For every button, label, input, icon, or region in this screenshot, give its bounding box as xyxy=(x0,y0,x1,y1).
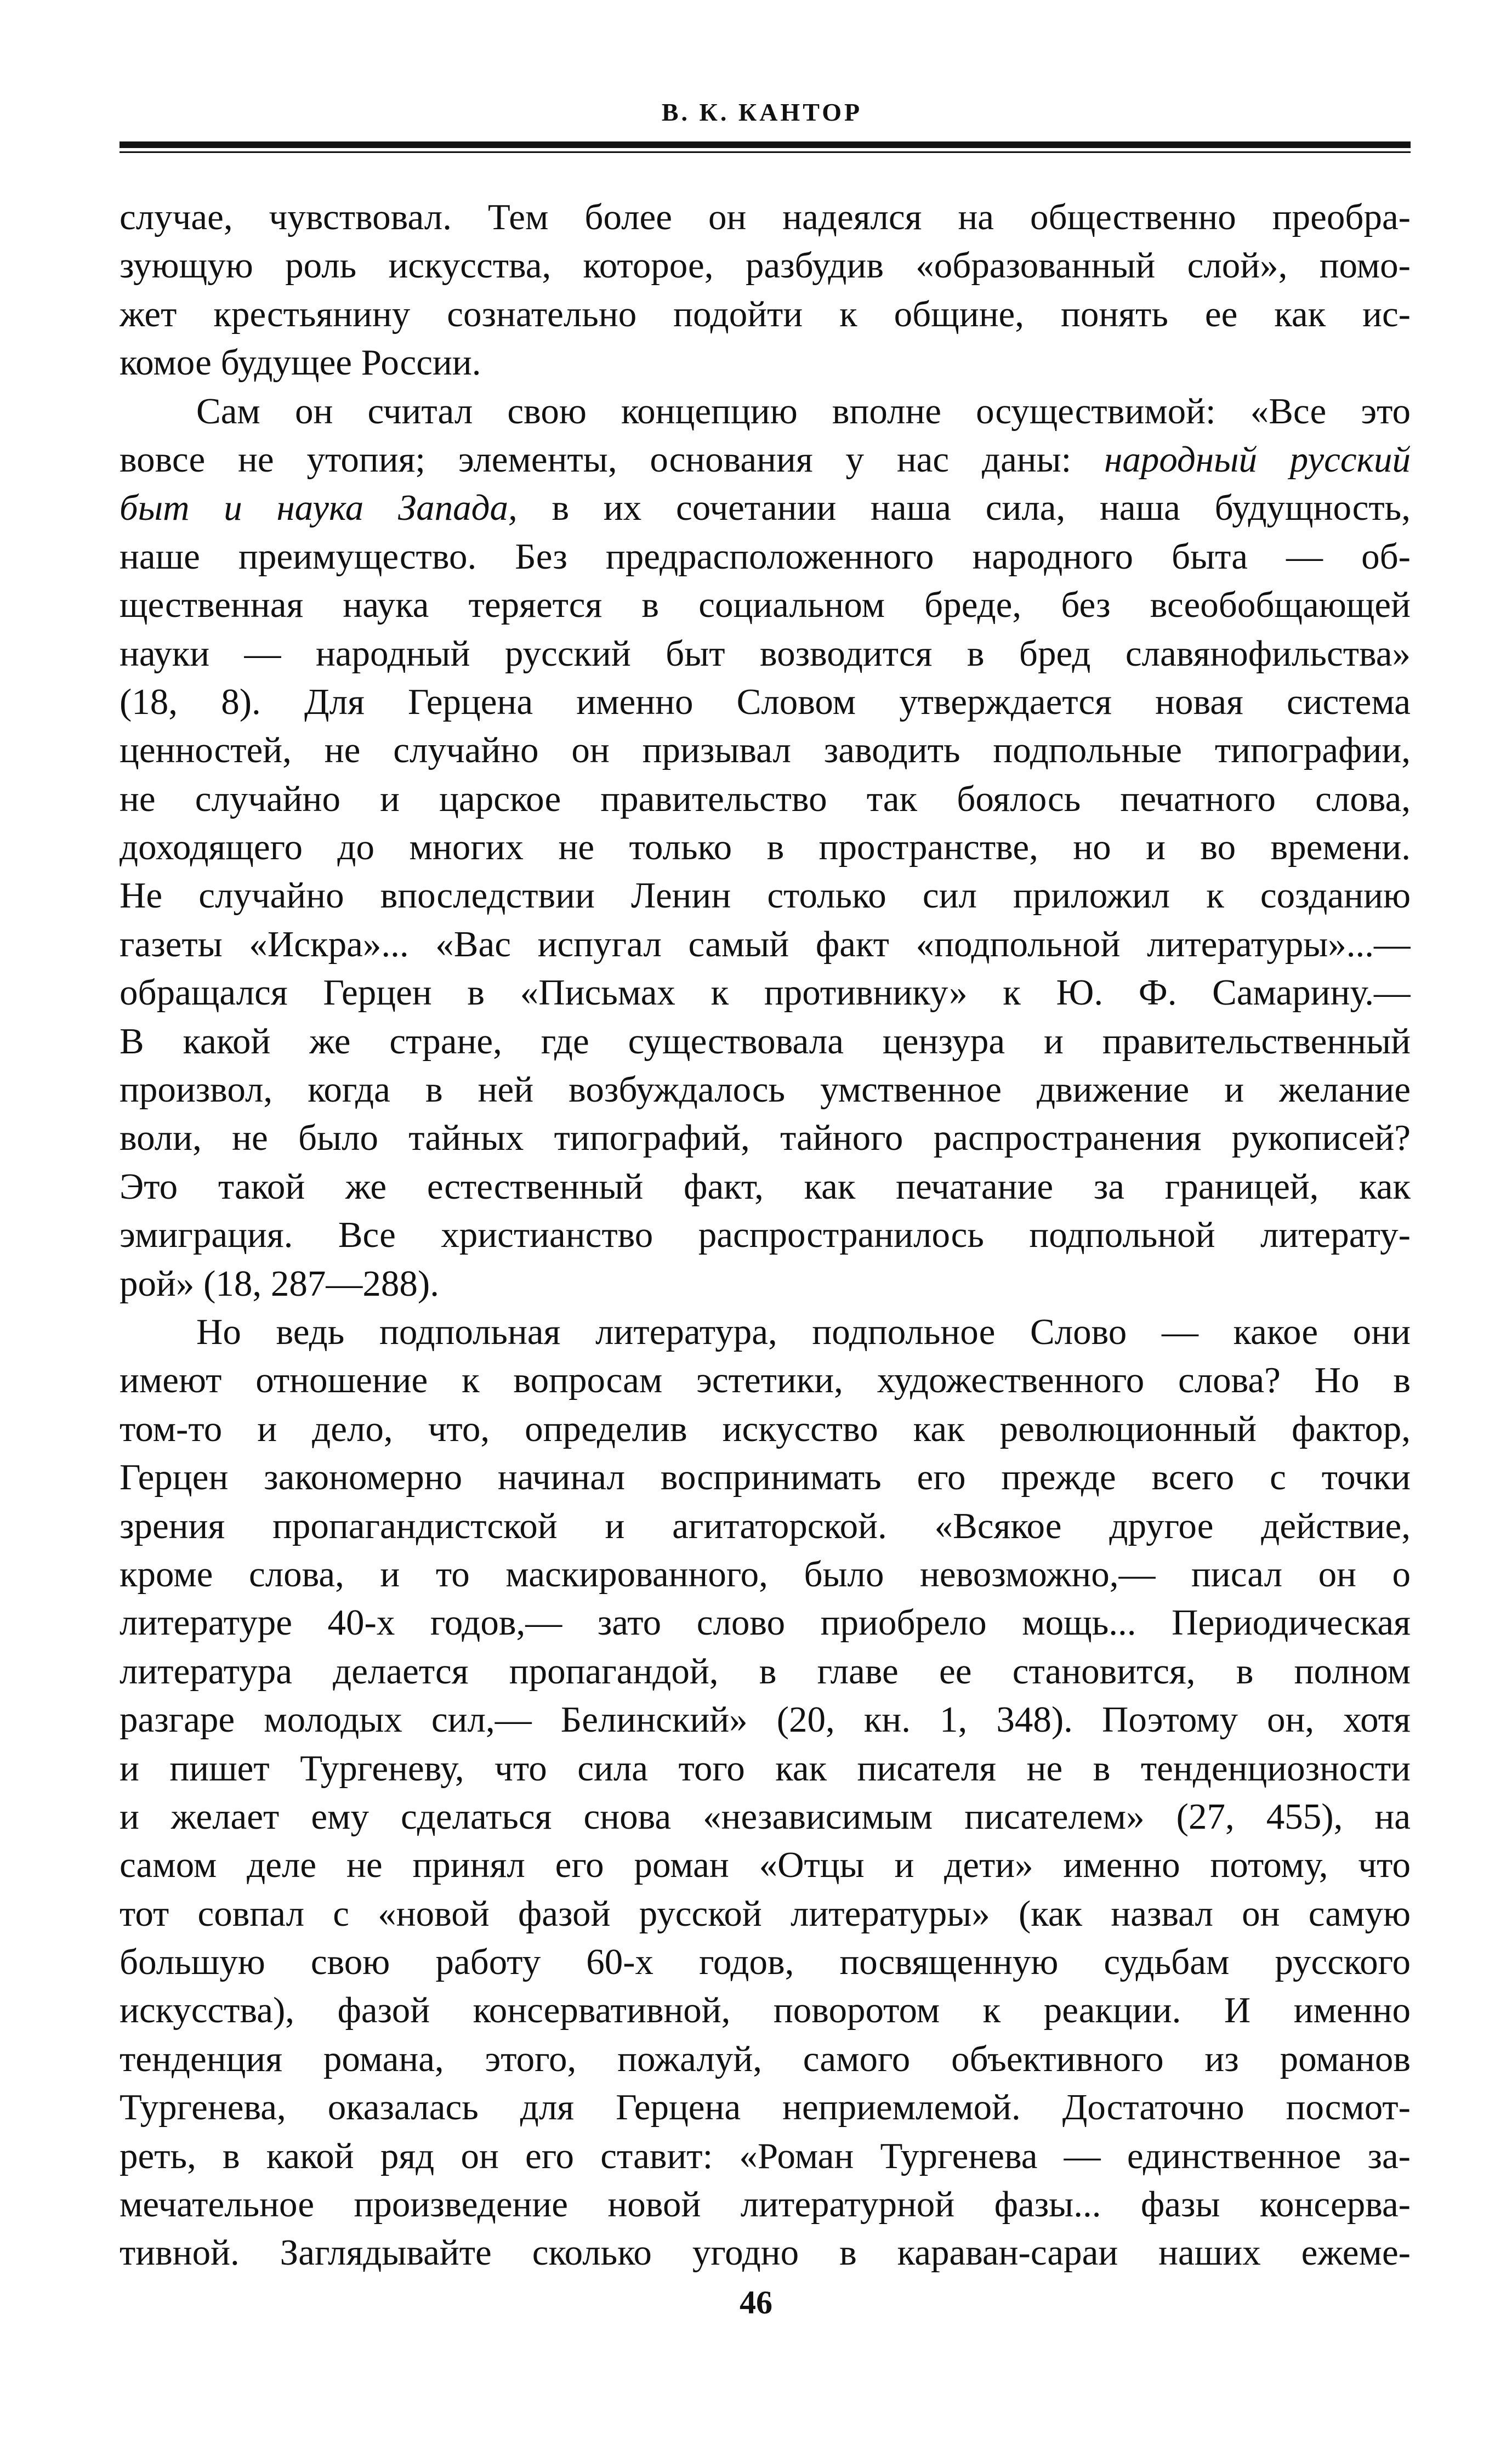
text-line: Сам он считал свою концепцию вполне осуществимой: «Все это xyxy=(196,390,1411,432)
text-line: большую свою работу 60-х годов, посвященную судьбам русского xyxy=(120,1942,1411,1983)
header-rule xyxy=(120,141,1411,154)
header-rule-thick xyxy=(120,141,1411,148)
text-line: случае, чувствовал. Тем более он надеялся на общественно преобра- xyxy=(120,197,1411,237)
text-line-with-italic xyxy=(120,484,1411,532)
text-line: Не случайно впоследствии Ленин столько сил приложил к созданию xyxy=(120,875,1411,916)
text-line: самом деле не принял его роман «Отцы и дети» именно потому, что xyxy=(120,1845,1411,1886)
text-line: зующую роль искусства, которое, разбудив «образованный слой», помо- xyxy=(120,245,1411,286)
text-line: и пишет Тургеневу, что сила того как писателя не в тенденциозности xyxy=(120,1748,1411,1789)
text-line: щественная наука теряется в социальном бреде, без всеобобщающей xyxy=(120,585,1411,626)
text-line: доходящего до многих не только в пространстве, но и во времени. xyxy=(120,827,1411,868)
text-line: искусства), фазой консервативной, поворотом к реакции. И именно xyxy=(120,1990,1411,2031)
text-line: не случайно и царское правительство так боялось печатного слова, xyxy=(120,778,1411,819)
text-line: В какой же стране, где существовала цензура и правительственный xyxy=(120,1020,1411,1062)
header-rule-thin xyxy=(120,151,1411,153)
text-line: обращался Герцен в «Письмах к противнику» к Ю. Ф. Самарину.— xyxy=(120,972,1411,1013)
text-fragment: вовсе не утопия; элементы, основания у нас даны: xyxy=(120,439,1105,480)
text-line: тот совпал с «новой фазой русской литературы» (как назвал он самую xyxy=(120,1893,1411,1934)
text-line: (18, 8). Для Герцена именно Словом утверждается новая система xyxy=(120,681,1411,722)
text-line: имеют отношение к вопросам эстетики, художественного слова? Но в xyxy=(120,1360,1411,1401)
text-line: том-то и дело, что, определив искусство как революционный фактор, xyxy=(120,1408,1411,1449)
text-line: рой» (18, 287—288). xyxy=(120,1263,439,1304)
text-line: Это такой же естественный факт, как печатание за границей, как xyxy=(120,1166,1411,1207)
text-line: эмиграция. Все христианство распространилось подпольной литерату- xyxy=(120,1215,1411,1256)
text-line: науки — народный русский быт возводится в бред славянофильства» xyxy=(120,633,1411,674)
text-line: Герцен закономерно начинал воспринимать его прежде всего с точки xyxy=(120,1457,1411,1498)
running-head: В. К. КАНТОР xyxy=(661,98,863,126)
text-line: произвол, когда в ней возбуждалось умственное движение и желание xyxy=(120,1069,1411,1110)
text-line-with-italic xyxy=(120,435,1411,484)
text-line: ценностей, не случайно он призывал заводить подпольные типографии, xyxy=(120,730,1411,771)
text-line: зрения пропагандистской и агитаторской. «Всякое другое действие, xyxy=(120,1505,1411,1546)
text-line: кроме слова, и то маскированного, было невозможно,— писал он о xyxy=(120,1553,1411,1595)
text-line: наше преимущество. Без предрасположенного народного быта — об- xyxy=(120,536,1411,577)
text-line: газеты «Искра»... «Вас испугал самый факт «подпольной литературы»...— xyxy=(120,923,1411,965)
text-line: литература делается пропагандой, в главе ее становится, в полном xyxy=(120,1650,1411,1692)
text-line: воли, не было тайных типографий, тайного распространения рукописей? xyxy=(120,1118,1411,1159)
text-line: Но ведь подпольная литература, подпольное Слово — какое они xyxy=(196,1311,1411,1352)
text-fragment: в их сочетании наша сила, наша будущность, xyxy=(517,487,1411,529)
text-line: реть, в какой ряд он его ставит: «Роман Тургенева — единственное за- xyxy=(120,2135,1411,2176)
text-line: мечательное произведение новой литературной фазы... фазы консерва- xyxy=(120,2184,1411,2225)
italic-fragment: быт и наука Запада, xyxy=(120,487,518,529)
text-line: разгаре молодых сил,— Белинский» (20, кн. 1, 348). Поэтому он, хотя xyxy=(120,1699,1411,1740)
italic-fragment: народный русский xyxy=(1104,439,1411,480)
body-text xyxy=(120,193,1411,2277)
text-line: Тургенева, оказалась для Герцена неприемлемой. Достаточно посмот- xyxy=(120,2087,1411,2128)
text-line: тенденция романа, этого, пожалуй, самого объективного из романов xyxy=(120,2038,1411,2079)
page-number: 46 xyxy=(740,2284,772,2321)
text-line: и желает ему сделаться снова «независимым писателем» (27, 455), на xyxy=(120,1796,1411,1837)
text-line: жет крестьянину сознательно подойти к общине, понять ее как ис- xyxy=(120,293,1411,334)
text-line: комое будущее России. xyxy=(120,342,481,383)
text-line: литературе 40-х годов,— зато слово приобрело мощь... Периодическая xyxy=(120,1602,1411,1643)
text-line: тивной. Заглядывайте сколько угодно в караван-сараи наших ежеме- xyxy=(120,2232,1411,2273)
